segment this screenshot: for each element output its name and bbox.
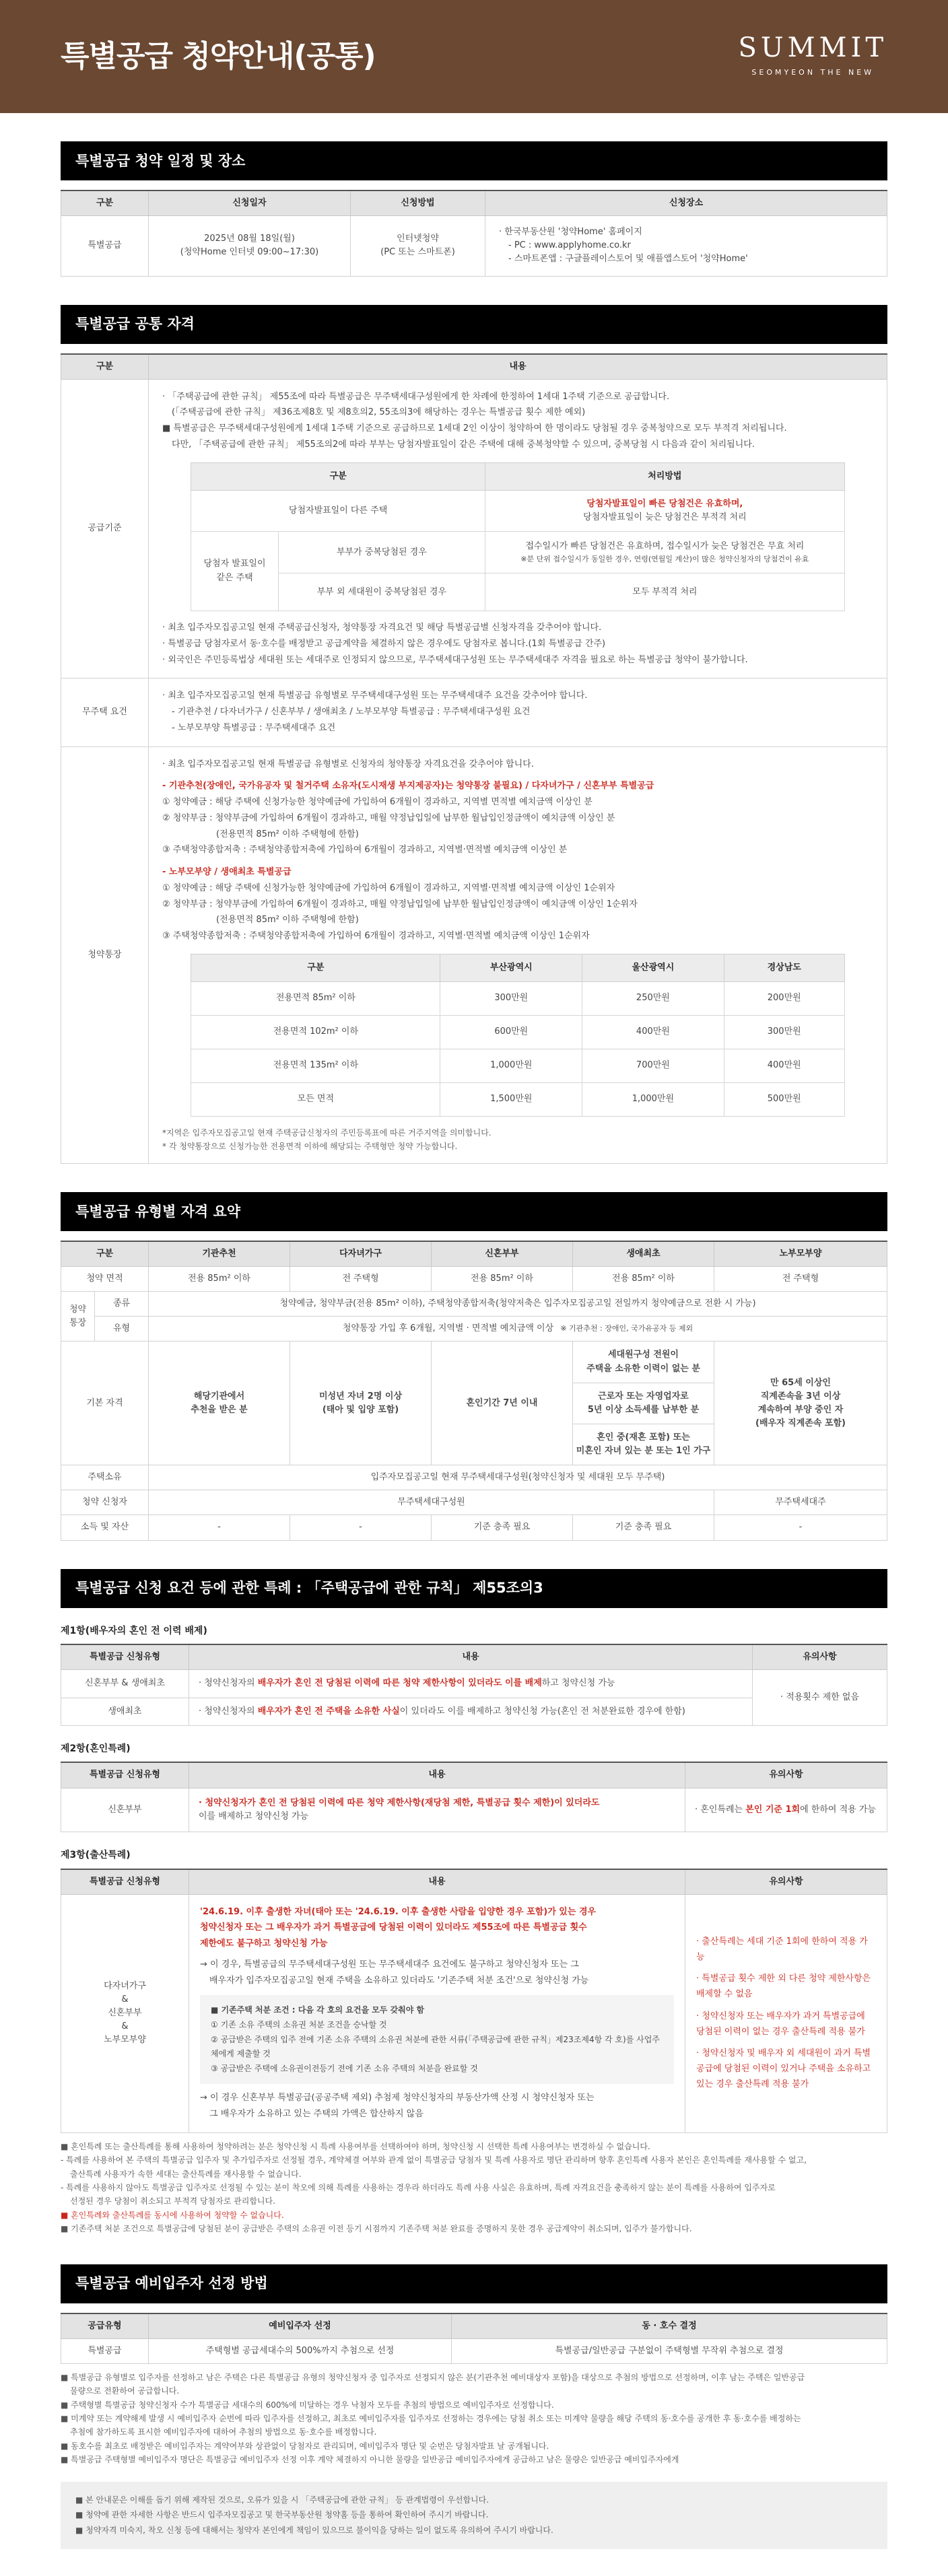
deposit-cell: 전용면적 135m² 이하: [191, 1049, 440, 1083]
deposit-header: 경상남도: [724, 954, 844, 981]
section-title-summary: 특별공급 유형별 자격 요약: [61, 1192, 887, 1231]
special-text: 그 배우자가 소유하고 있는 주택의 가액은 합산하지 않음: [209, 2109, 424, 2120]
condition-box: [200, 1995, 674, 2084]
col-header: 공급유형: [61, 2313, 149, 2339]
footnote: ■ 기존주택 처분 조건으로 특별공급에 당첨된 분이 공급받은 주택의 소유권 이전 등기 시점까지 기존주택 처분 완료를 증명하지 못한 경우 공급계약이 취소되며, 입주가 불가합니다.: [61, 2224, 692, 2234]
basic-cell: 혼인기간 7년 이내: [432, 1342, 573, 1465]
deposit-cell: 전용면적 102m² 이하: [191, 1016, 440, 1049]
col-header: 내용: [189, 1762, 685, 1788]
deposit-header: 구분: [191, 954, 440, 981]
row-label: 유형: [95, 1317, 149, 1342]
col-header: 유의사항: [753, 1644, 887, 1670]
nohouse-text: · 최초 입주자모집공고일 현재 특별공급 유형별로 무주택세대구성원 또는 무주택세대주 요건을 갖추어야 합니다.: [162, 691, 588, 701]
special-table-1: [61, 1644, 887, 1725]
inner-cell: 당첨자발표일이 늦은 당첨건은 부적격 처리: [583, 512, 747, 522]
schedule-table: [61, 190, 887, 277]
col-header: 내용: [189, 1869, 685, 1895]
col-header: 구분: [61, 354, 149, 380]
schedule-time: (청약Home 인터넷 09:00~17:30): [180, 247, 319, 258]
deposit-cell: 1,000만원: [440, 1049, 582, 1083]
schedule-method-note: (PC 또는 스마트폰): [380, 247, 455, 258]
reserve-cell: 주택형별 공급세대수의 500%까지 추첨으로 선정: [149, 2338, 452, 2363]
reserve-cell: 특별공급: [61, 2338, 149, 2363]
summary-cell: 전용 85m² 이하: [149, 1266, 290, 1291]
common-table: [61, 353, 887, 1164]
special-note: 에 한하여 적용 가능: [800, 1804, 876, 1815]
nohouse-text: - 기관추천 / 다자녀가구 / 신혼부부 / 생애최초 / 노부모부양 특별공급 : 무주택세대구성원 요건: [172, 707, 531, 718]
account-text: ③ 주택청약종합저축 : 주택청약종합저축에 가입하여 6개월이 경과하고, 지역별·면적별 예치금액 이상인 분: [162, 845, 568, 856]
col-header: 노부모부양: [714, 1241, 887, 1267]
special-note: · 적용횟수 제한 없음: [753, 1670, 887, 1725]
footnote: ■ 혼인특례 또는 출산특례를 통해 사용하여 청약하려는 분은 청약신청 시 특례 사용여부를 선택하여야 하며, 청약신청 시 선택한 특례 사용여부는 변경하실 수 없습니다.: [61, 2141, 650, 2151]
special-type: 신혼부부: [108, 2008, 142, 2019]
row-label: 종류: [95, 1292, 149, 1317]
reserve-note: ■ 미계약 또는 계약해제 발생 시 예비입주자 순번에 따라 입주자를 선정하고, 최초로 예비입주자를 입주자로 선정하는 경우에는 당첨 취소 또는 미계약 물량을 해당 주택의 동·호수를 공개한 후 동·호수를 배정하는: [61, 2414, 801, 2424]
summary-cell: 전용 85m² 이하: [573, 1266, 714, 1291]
col-header: 내용: [189, 1644, 753, 1670]
basic-cell: 미혼인 자녀 있는 분 또는 1인 가구: [576, 1446, 711, 1457]
condition-item: ② 공급받은 주택의 입주 전에 기존 소유 주택의 소유권 처분에 관한 서류(「주택공급에 관한 규칙」제23조제4항 각 호)를 사업주체에게 제출할 것: [211, 2034, 660, 2059]
basic-cell: (태아 및 입양 포함): [322, 1404, 399, 1415]
basic-cell: 계속하여 부양 중인 자: [757, 1404, 844, 1415]
footnote: - 특례를 사용하여 본 주택의 특별공급 입주자 및 추가입주자로 선정될 경우, 계약체결 여부와 관계 없이 특별공급 당첨자 및 특례 사용자로 명단 관리하며 향후 혼인특례 사용자 본인은 혼인특례를 재사용할 수 없고,: [61, 2155, 807, 2165]
col-header: 특별공급 신청유형: [61, 1762, 189, 1788]
row-label: 기본 자격: [61, 1342, 149, 1465]
col-header: 동 · 호수 결정: [452, 2313, 887, 2339]
col-header: 구분: [61, 1241, 149, 1267]
summary-cell: 청약통장 가입 후 6개월, 지역별 · 면적별 예치금액 이상: [342, 1323, 554, 1334]
col-header: 특별공급 신청유형: [61, 1869, 189, 1895]
account-heading: - 노부모부양 / 생애최초 특별공급: [162, 867, 292, 878]
deposit-cell: 모든 면적: [191, 1083, 440, 1117]
duplicate-table: [191, 462, 845, 611]
special-type: 노부모부양: [104, 2035, 146, 2046]
inner-cell: ※분 단위 접수일시가 동일한 경우, 연령(연월일 계산)이 많은 청약신청자의 당첨건이 유효: [520, 555, 809, 564]
col-header: 유의사항: [685, 1762, 887, 1788]
basic-cell: 5년 이상 소득세를 납부한 분: [587, 1404, 700, 1415]
special-text: · 청약신청자가 혼인 전 당첨된 이력에 따른 청약 제한사항(재당첨 제한, 특별공급 횟수 제한)이 있더라도: [199, 1797, 600, 1808]
special-text: 하고 청약신청 가능: [541, 1678, 615, 1689]
special-text: 이 있더라도 이를 배제하고 청약신청 가능(혼인 전 처분완료한 경우에 한함): [399, 1706, 685, 1716]
schedule-date: 2025년 08월 18일(월): [204, 234, 295, 244]
col-header: 신청일자: [149, 190, 351, 216]
special-text: → 이 경우, 특별공급의 무주택세대구성원 또는 무주택세대주 요건에도 불구하고 청약신청자 또는 그: [200, 1959, 579, 1970]
col-header: 내용: [149, 354, 887, 380]
account-heading: - 기관추천(장애인, 국가유공자 및 철거주택 소유자(도시재생 부지제공자)는 청약통장 불필요) / 다자녀가구 / 신혼부부 특별공급: [162, 781, 654, 792]
subsection-title: 제2항(혼인특례): [61, 1743, 131, 1754]
summary-cell: 입주자모집공고일 현재 무주택세대구성원(청약신청자 및 세대원 모두 무주택): [149, 1465, 887, 1490]
summary-cell: 기준 충족 필요: [432, 1515, 573, 1540]
deposit-header: 울산광역시: [582, 954, 724, 981]
row-label: 청약 신청자: [61, 1490, 149, 1515]
special-note: · 청약신청자 또는 배우자가 과거 특별공급에 당첨된 이력이 없는 경우 출산특례 적용 불가: [696, 2011, 865, 2037]
basic-cell: 직계존속을 3년 이상: [760, 1391, 841, 1401]
footnote: - 특례를 사용하지 않아도 특별공급 입주자로 선정될 수 있는 분이 착오에 의해 특례를 사용하는 경우라 하더라도 특례 사용 사실은 유효하며, 특례 자격요건을 충족하지 않는 분이 특례를 사용하여 입주자로: [61, 2183, 776, 2193]
special-note: · 특별공급 횟수 제한 외 다른 청약 제한사항은 배제할 수 없음: [696, 1974, 871, 2000]
row-label: 주택소유: [61, 1465, 149, 1490]
account-text: ② 청약부금 : 청약부금에 가입하여 6개월이 경과하고, 매월 약정납입일에 납부한 월납입인정금액이 예치금액 이상인 분: [162, 812, 615, 823]
deposit-cell: 300만원: [724, 1016, 844, 1049]
summary-cell: 전 주택형: [290, 1266, 432, 1291]
condition-item: ① 기존 소유 주택의 소유권 처분 조건을 승낙할 것: [211, 2020, 387, 2030]
special-type: 생애최초: [61, 1698, 189, 1725]
special-table-2: [61, 1762, 887, 1832]
col-header: 신청방법: [351, 190, 485, 216]
col-header: 예비입주자 선정: [149, 2313, 452, 2339]
basic-cell: 해당기관에서: [193, 1391, 245, 1401]
inner-cell: 접수일시가 빠른 당첨건은 유효하며, 접수일시가 늦은 당첨건은 무효 처리: [525, 541, 805, 552]
summary-cell: -: [290, 1515, 432, 1540]
deposit-table: [191, 954, 845, 1117]
footnote: 출산특례 사용자가 속한 세대는 출산특례를 재사용할 수 없습니다.: [70, 2169, 302, 2179]
inner-cell: 모두 부적격 처리: [485, 573, 844, 611]
reserve-table: [61, 2313, 887, 2364]
deposit-cell: 500만원: [724, 1083, 844, 1117]
row-label: 청약 통장: [61, 1292, 95, 1342]
subsection-title: 제1항(배우자의 혼인 전 이력 배제): [61, 1625, 207, 1636]
col-header: 유의사항: [685, 1869, 887, 1895]
special-text: → 이 경우 신혼부부 특별공급(공공주택 제외) 추첨제 청약신청자의 부동산가액 산정 시 청약신청자 또는: [200, 2093, 595, 2103]
special-text: · 청약신청자의: [199, 1706, 258, 1716]
summary-cell: 전 주택형: [714, 1266, 887, 1291]
special-note: 본인 기준 1회: [745, 1804, 801, 1815]
row-label: 청약 면적: [61, 1266, 149, 1291]
deposit-cell: 1,500만원: [440, 1083, 582, 1117]
deposit-note: *지역은 입주자모집공고일 현재 주택공급신청자의 주민등록표에 따른 거주지역을 의미합니다.: [162, 1128, 492, 1138]
special-type: &: [121, 2021, 129, 2032]
account-text: ② 청약부금 : 청약부금에 가입하여 6개월이 경과하고, 매월 약정납입일에 납부한 월납입인정금액이 예치금액 이상인 1순위자: [162, 899, 638, 909]
basic-cell: 만 65세 이상인: [770, 1377, 831, 1388]
inner-cell: 당첨자 발표일이 같은 주택: [191, 532, 279, 611]
row-label-nohouse: 무주택 요건: [61, 678, 149, 746]
reserve-cell: 특별공급/일반공급 구분없이 주택형별 무작위 추첨으로 결정: [452, 2338, 887, 2363]
account-text: (전용면적 85m² 이하 주택형에 한함): [216, 915, 359, 926]
special-text: 배우자가 혼인 전 주택을 소유한 사실: [257, 1706, 400, 1716]
deposit-cell: 400만원: [724, 1049, 844, 1083]
schedule-place-app: - 스마트폰앱 : 구글플레이스토어 및 애플앱스토어 '청약Home': [508, 254, 748, 265]
inner-cell: 부부 외 세대원이 중복당첨된 경우: [278, 573, 485, 611]
basic-cell: 추천을 받은 분: [191, 1404, 248, 1415]
account-text: ① 청약예금 : 해당 주택에 신청가능한 청약예금에 가입하여 6개월이 경과하고, 지역별 면적별 예치금액 이상인 분: [162, 797, 592, 808]
special-type: &: [121, 1994, 129, 2005]
summary-cell: 무주택세대구성원: [149, 1490, 714, 1515]
schedule-place: · 한국부동산원 '청약Home' 홈페이지: [499, 227, 642, 238]
basic-cell: 주택을 소유한 이력이 없는 분: [586, 1363, 700, 1374]
special-text: 청약신청자 또는 그 배우자가 과거 특별공급에 당첨된 이력이 있더라도 제55조에 따른 특별공급 횟수: [200, 1922, 587, 1933]
summary-cell: 전용 85m² 이하: [432, 1266, 573, 1291]
supply-text: · 「주택공급에 관한 규칙」 제55조에 따라 특별공급은 무주택세대구성원에게 한 차례에 한정하여 1세대 1주택 기준으로 공급합니다.: [162, 391, 670, 402]
special-text: 배우자가 혼인 전 당첨된 이력에 따른 청약 제한사항이 있더라도 이를 배제: [257, 1678, 542, 1689]
reserve-note: ■ 특별공급 유형별로 입주자를 선정하고 남은 주택은 다른 특별공급 유형의 청약신청자 중 입주자로 선정되지 않은 분(기관추천 예비대상자 포함)을 대상으로 추첨의 방법으로 선정하며, 이후 남는 주택은 일반공급: [61, 2372, 805, 2382]
special-text: 배우자가 입주자모집공고일 현재 주택을 소유하고 있더라도 '기존주택 처분 조건'으로 청약신청 가능: [209, 1975, 589, 1986]
brand-logo: [738, 34, 887, 78]
summary-cell: 기준 충족 필요: [573, 1515, 714, 1540]
row-label: 소득 및 자산: [61, 1515, 149, 1540]
special-text: 이를 배제하고 청약신청 가능: [199, 1811, 309, 1821]
schedule-place-pc[interactable]: - PC : www.applyhome.co.kr: [508, 240, 631, 251]
deposit-cell: 300만원: [440, 982, 582, 1016]
basic-cell: 근로자 또는 자영업자로: [598, 1391, 689, 1401]
basic-cell: (배우자 직계존속 포함): [755, 1418, 846, 1428]
reserve-note: ■ 동호수를 최초로 배정받은 예비입주자는 계약여부와 상관없이 당첨자로 관리되며, 예비입주자 명단 및 순번은 당첨자발표 날 공개됩니다.: [61, 2441, 549, 2451]
footnote: ■ 혼인특례와 출산특례를 동시에 사용하여 청약할 수 없습니다.: [61, 2210, 284, 2220]
deposit-cell: 1,000만원: [582, 1083, 724, 1117]
nohouse-text: - 노부모부양 특별공급 : 무주택세대주 요건: [172, 722, 336, 733]
schedule-type: 특별공급: [61, 216, 149, 276]
summary-cell: -: [149, 1515, 290, 1540]
supply-text: (「주택공급에 관한 규칙」 제36조제8호 및 제8호의2, 55조의3에 해당하는 경우는 특별공급 횟수 제한 예외): [172, 407, 586, 418]
supply-text: 다만, 「주택공급에 관한 규칙」 제55조의2에 따라 부부는 당첨자발표일이 같은 주택에 대해 중복청약할 수 있으며, 중복당첨 시 다음과 같이 처리됩니다.: [172, 439, 755, 450]
subsection-title: 제3항(출산특례): [61, 1849, 131, 1860]
supply-text: · 특별공급 당첨자로서 동·호수를 배정받고 공급계약을 체결하지 않은 경우에도 당첨자로 봅니다.(1회 특별공급 간주): [162, 638, 606, 649]
account-text: ① 청약예금 : 해당 주택에 신청가능한 청약예금에 가입하여 6개월이 경과하고, 지역별·면적별 예치금액 이상인 1순위자: [162, 882, 615, 893]
deposit-cell: 600만원: [440, 1016, 582, 1049]
deposit-cell: 400만원: [582, 1016, 724, 1049]
deposit-header: 부산광역시: [440, 954, 582, 981]
section-title-special: 특별공급 신청 요건 등에 관한 특례 : 「주택공급에 관한 규칙」 제55조의3: [61, 1569, 887, 1608]
disclaimer-item: ■ 본 안내문은 이해를 돕기 위해 제작된 것으로, 오류가 있을 시 「주택공급에 관한 규칙」 등 관계법령이 우선합니다.: [75, 2495, 489, 2505]
col-header: 신혼부부: [432, 1241, 573, 1267]
inner-header: 처리방법: [485, 462, 844, 490]
basic-cell: 미성년 자녀 2명 이상: [318, 1391, 403, 1401]
inner-cell: 당첨자발표일이 빠른 당첨건은 유효하며,: [586, 498, 743, 509]
basic-cell: 세대원구성 전원이: [608, 1350, 679, 1360]
special-note: · 청약신청자 및 배우자 외 세대원이 과거 특별공급에 당첨된 이력이 있거나 주택을 소유하고 있는 경우 출산특례 적용 불가: [696, 2048, 871, 2089]
deposit-cell: 700만원: [582, 1049, 724, 1083]
row-label-account: 청약통장: [61, 746, 149, 1163]
footnote: 선정된 경우 당첨이 취소되고 부적격 당첨자로 관리합니다.: [70, 2196, 275, 2206]
disclaimer-item: ■ 청약자격 미숙지, 착오 신청 등에 대해서는 청약자 본인에게 책임이 있으므로 불이익을 당하는 일이 없도록 유의하여 주시기 바랍니다.: [75, 2526, 553, 2536]
col-header: 신청장소: [485, 190, 887, 216]
reserve-note: ■ 주택형별 특별공급 청약신청자 수가 특별공급 세대수의 600%에 미달하는 경우 낙첨자 모두를 추첨의 방법으로 예비입주자로 선정합니다.: [61, 2400, 554, 2410]
brand-name: SUMMIT: [738, 32, 887, 64]
special-type: 다자녀가구: [104, 1980, 146, 1991]
inner-cell: 당첨자발표일이 다른 주택: [191, 490, 485, 531]
disclaimer-box: [61, 2482, 887, 2549]
section-title-schedule: 특별공급 청약 일정 및 장소: [61, 141, 887, 180]
summary-cell: 청약예금, 청약부금(전용 85m² 이하), 주택청약종합저축(청약저축은 입주자모집공고일 전일까지 청약예금으로 전환 시 가능): [149, 1292, 887, 1317]
page-title: 특별공급 청약안내(공통): [61, 38, 376, 73]
account-text: (전용면적 85m² 이하 주택형에 한함): [216, 829, 359, 839]
reserve-note: 추첨에 참가하도록 표시한 예비입주자에 대하여 추첨의 방법으로 동·호수를 배정합니다.: [70, 2427, 377, 2437]
inner-cell: 부부가 중복당첨된 경우: [278, 532, 485, 573]
section-title-reserve: 특별공급 예비입주자 선정 방법: [61, 2264, 887, 2303]
col-header: 구분: [61, 190, 149, 216]
inner-header: 구분: [191, 462, 485, 490]
col-header: 생애최초: [573, 1241, 714, 1267]
reserve-note: 물량으로 전환하여 공급합니다.: [70, 2386, 180, 2396]
section-title-common: 특별공급 공통 자격: [61, 305, 887, 344]
special-type: 신혼부부: [61, 1788, 189, 1832]
summary-note: ※ 기관추천 : 장애인, 국가유공자 등 제외: [560, 1324, 693, 1333]
supply-text: · 최초 입주자모집공고일 현재 주택공급신청자, 청약통장 자격요건 및 해당 특별공급별 신청자격을 갖추어야 합니다.: [162, 623, 602, 633]
condition-title: ■ 기존주택 처분 조건 : 다음 각 호의 요건을 모두 갖춰야 함: [211, 2005, 425, 2015]
header-banner: [0, 0, 948, 113]
summary-cell: 무주택세대주: [714, 1490, 887, 1515]
basic-cell: 혼인 중(재혼 포함) 또는: [597, 1432, 690, 1442]
col-header: 특별공급 신청유형: [61, 1644, 189, 1670]
reserve-note: ■ 특별공급 주택형별 예비입주자 명단은 특별공급 예비입주자 선정 이후 계약 체결하지 아니한 물량을 일반공급 예비입주자에게 공급하고 남은 물량은 일반공급 예비입주자에게: [61, 2455, 679, 2465]
col-header: 다자녀가구: [290, 1241, 432, 1267]
special-note: · 출산특례는 세대 기준 1회에 한하여 적용 가능: [696, 1936, 868, 1962]
summary-table: [61, 1241, 887, 1541]
account-text: · 최초 입주자모집공고일 현재 특별공급 유형별로 신청자의 청약통장 자격요건을 갖추어야 합니다.: [162, 759, 534, 769]
special-text: · 청약신청자의: [199, 1678, 258, 1689]
deposit-cell: 200만원: [724, 982, 844, 1016]
special-type: 신혼부부 & 생애최초: [61, 1670, 189, 1698]
supply-text: · 외국인은 주민등록법상 세대원 또는 세대주로 인정되지 않으므로, 무주택세대구성원 또는 무주택세대주 자격을 필요로 하는 특별공급 청약이 불가합니다.: [162, 654, 748, 665]
deposit-note: * 각 청약통장으로 신청가능한 전용면적 이하에 해당되는 주택형만 청약 가능합니다.: [162, 1142, 458, 1152]
account-text: ③ 주택청약종합저축 : 주택청약종합저축에 가입하여 6개월이 경과하고, 지역별·면적별 예치금액 이상인 1순위자: [162, 931, 590, 942]
disclaimer-item: ■ 청약에 관한 자세한 사항은 반드시 입주자모집공고 및 한국부동산원 청약홈 등을 통하여 확인하여 주시기 바랍니다.: [75, 2510, 489, 2520]
row-label-supply: 공급기준: [61, 379, 149, 678]
special-text: '24.6.19. 이후 출생한 자녀(태아 또는 '24.6.19. 이후 출생한 사람을 입양한 경우 포함)가 있는 경우: [200, 1906, 597, 1917]
supply-text: ■ 특별공급은 무주택세대구성원에게 1세대 1주택 기준으로 공급하므로 1세대 2인 이상이 청약하여 한 명이라도 당첨될 경우 중복청약으로 모두 부적격 처리됩니다.: [162, 423, 787, 434]
special-note: · 혼인특례는: [695, 1804, 746, 1815]
special-table-3: [61, 1869, 887, 2133]
deposit-cell: 250만원: [582, 982, 724, 1016]
col-header: 기관추천: [149, 1241, 290, 1267]
summary-cell: -: [714, 1515, 887, 1540]
condition-item: ③ 공급받은 주택에 소유권이전등기 전에 기존 소유 주택의 처분을 완료할 것: [211, 2063, 478, 2073]
deposit-cell: 전용면적 85m² 이하: [191, 982, 440, 1016]
brand-subtitle: SEOMYEON THE NEW: [751, 68, 875, 77]
schedule-method: 인터넷청약: [397, 234, 439, 244]
special-text: 제한에도 불구하고 청약신청 가능: [200, 1939, 328, 1949]
